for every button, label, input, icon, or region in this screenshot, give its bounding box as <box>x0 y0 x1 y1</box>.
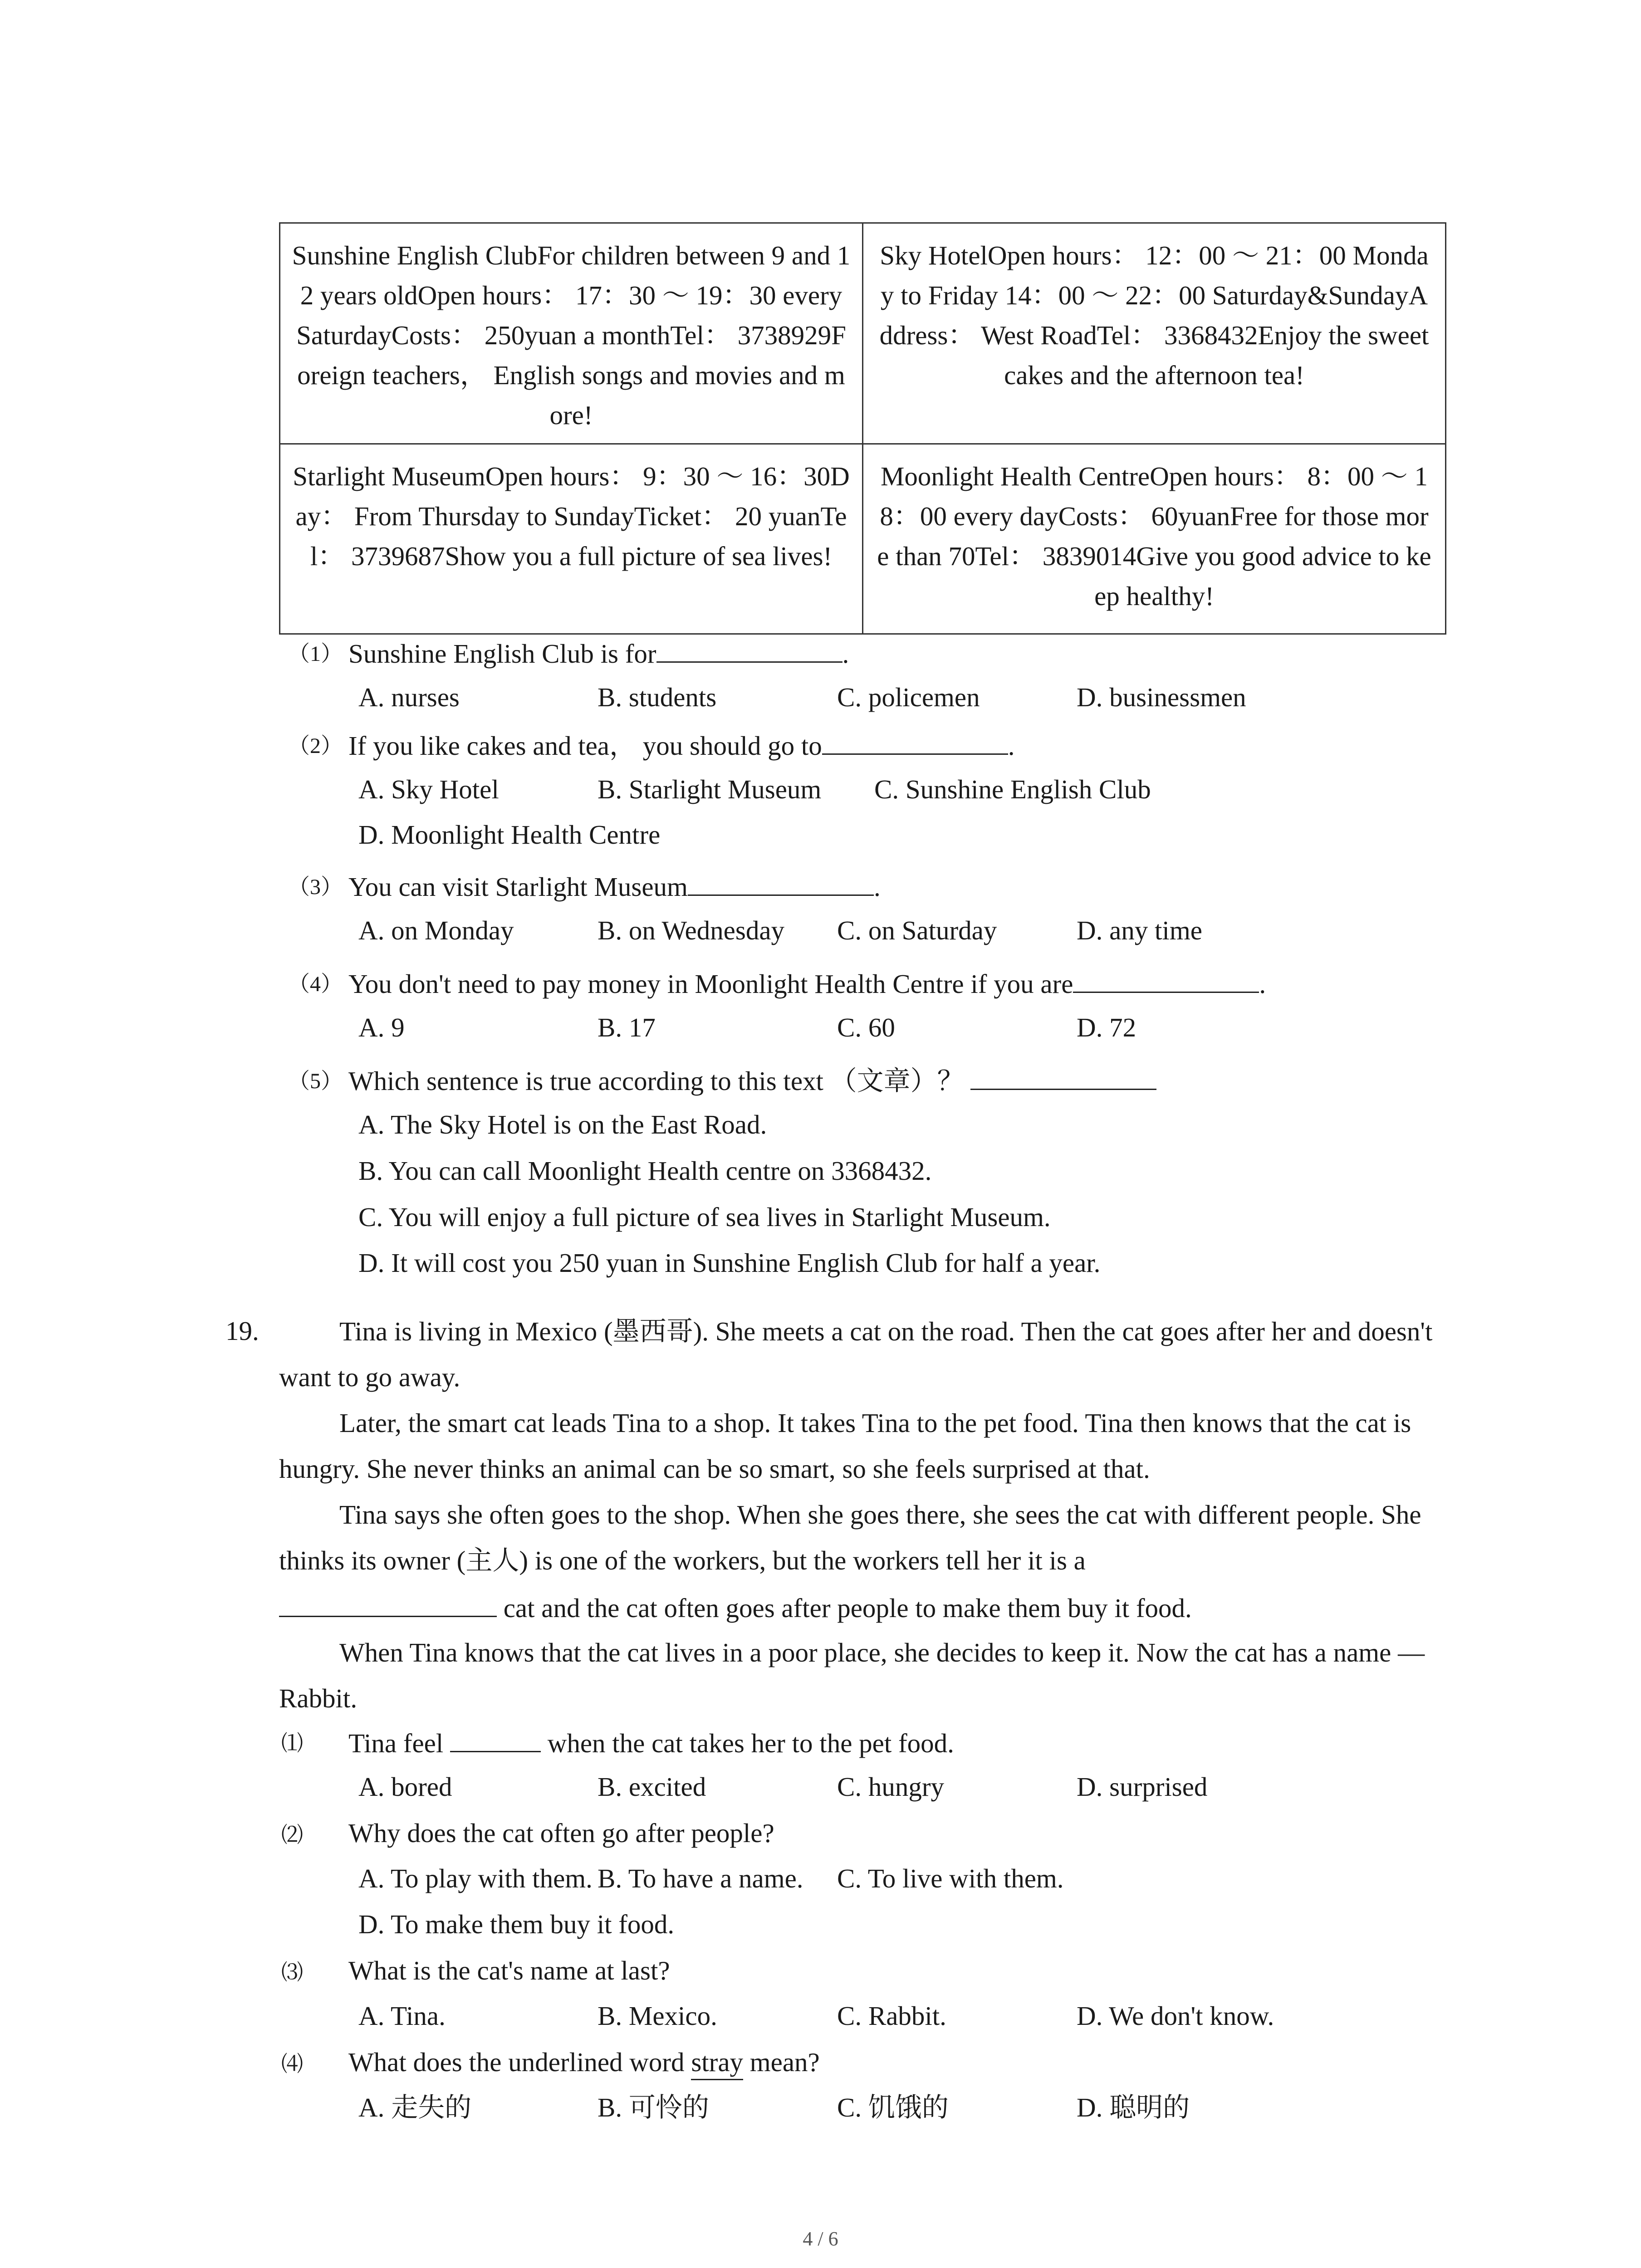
q19-paragraph-4: When Tina knows that the cat lives in a poor place, she decides to keep it. Now the cat has a name — Rabbit. <box>279 1637 1425 1713</box>
q19-2-number: ⑵ <box>281 1823 304 1847</box>
ad-moonlight-health-centre: Moonlight Health CentreOpen hours： 8：00 ～ 18：00 every dayCosts： 60yuanFree for those more than 70Tel： 3839014Give you good advice to keep healthy! <box>863 444 1446 634</box>
q19-3-option-d: D. We don't know. <box>1077 2001 1274 2031</box>
q18-1-option-a: A. nurses <box>358 682 460 712</box>
q18-5-option-a: A. The Sky Hotel is on the East Road. <box>358 1110 767 1139</box>
q18-3-option-b: B. on Wednesday <box>598 915 785 945</box>
q18-4-number: （4） <box>288 972 343 996</box>
q18-3-option-d: D. any time <box>1077 915 1202 945</box>
q18-2-stem: If you like cakes and tea， you should go to . <box>348 731 1015 761</box>
page-number: 4 / 6 <box>803 2228 838 2250</box>
q19-1-stem: Tina feel when the cat takes her to the pet food. <box>348 1728 954 1758</box>
q19-4-option-d: D. 聪明的 <box>1077 2092 1190 2122</box>
q19-1-number: ⑴ <box>281 1731 304 1755</box>
q19-4-option-b: B. 可怜的 <box>598 2092 709 2122</box>
q18-2-option-b: B. Starlight Museum <box>598 774 822 804</box>
underlined-word: stray <box>691 2047 743 2080</box>
q18-1-option-d: D. businessmen <box>1077 682 1246 712</box>
q18-4-option-b: B. 17 <box>598 1012 656 1042</box>
q18-2-option-a: A. Sky Hotel <box>358 774 499 804</box>
ad-sky-hotel: Sky HotelOpen hours： 12：00 ～ 21：00 Monday to Friday 14：00 ～ 22：00 Saturday&SundayAddress： West RoadTel： 3368432Enjoy the sweet cakes and the afternoon tea! <box>863 223 1446 444</box>
q18-5-number: （5） <box>288 1069 343 1093</box>
q19-4-stem: What does the underlined word stray mean? <box>348 2049 820 2076</box>
answer-blank[interactable] <box>970 1066 1156 1090</box>
q19-number: 19. <box>225 1316 259 1346</box>
q19-3-option-a: A. Tina. <box>358 2001 446 2031</box>
q19-2-option-c: C. To live with them. <box>837 1863 1064 1893</box>
q18-1-stem: Sunshine English Club is for . <box>348 639 849 669</box>
q19-2-option-a: A. To play with them. <box>358 1863 593 1893</box>
q18-1-number: （1） <box>288 642 343 666</box>
q18-2-option-d: D. Moonlight Health Centre <box>358 820 661 850</box>
answer-blank[interactable] <box>656 639 843 663</box>
q18-4-option-d: D. 72 <box>1077 1012 1136 1042</box>
answer-blank[interactable] <box>822 731 1008 755</box>
q18-3-option-a: A. on Monday <box>358 915 514 945</box>
q19-2-stem: Why does the cat often go after people? <box>348 1818 774 1848</box>
q18-4-stem: You don't need to pay money in Moonlight Health Centre if you are . <box>348 969 1266 999</box>
answer-blank[interactable] <box>279 1593 497 1617</box>
q19-3-stem: What is the cat's name at last? <box>348 1955 670 1985</box>
ad-sunshine-english-club: Sunshine English ClubFor children between 9 and 12 years oldOpen hours： 17：30 ～ 19：30 every SaturdayCosts： 250yuan a monthTel： 3738929Foreign teachers， English songs and movies and more! <box>280 223 863 444</box>
q18-3-stem: You can visit Starlight Museum . <box>348 872 881 902</box>
q19-4-number: ⑷ <box>281 2052 304 2076</box>
q19-paragraph-3: Tina says she often goes to the shop. When she goes there, she sees the cat with different people. She thinks its owner (主人) is one of the workers, but the workers tell her it is a <box>279 1500 1421 1575</box>
q19-2-option-d: D. To make them buy it food. <box>358 1909 675 1939</box>
q19-1-option-a: A. bored <box>358 1772 452 1802</box>
q18-5-option-d: D. It will cost you 250 yuan in Sunshine English Club for half a year. <box>358 1248 1101 1278</box>
q19-4-option-a: A. 走失的 <box>358 2092 472 2122</box>
q19-3-number: ⑶ <box>281 1960 304 1984</box>
q18-2-option-c: C. Sunshine English Club <box>874 774 1151 804</box>
ad-starlight-museum: Starlight MuseumOpen hours： 9：30 ～ 16：30Day： From Thursday to SundayTicket： 20 yuanTel： 3739687Show you a full picture of sea lives! <box>280 444 863 634</box>
q18-5-stem: Which sentence is true according to this text （文章）？ <box>348 1066 1156 1095</box>
answer-blank[interactable] <box>450 1728 541 1752</box>
q18-2-number: （2） <box>288 734 343 758</box>
q18-4-option-c: C. 60 <box>837 1012 895 1042</box>
q19-3-option-c: C. Rabbit. <box>837 2001 946 2031</box>
q19-1-option-c: C. hungry <box>837 1772 944 1802</box>
q19-paragraph-1: Tina is living in Mexico (墨西哥). She meets a cat on the road. Then the cat goes after her and doesn't want to go away. <box>279 1316 1433 1392</box>
answer-blank[interactable] <box>688 872 874 896</box>
answer-blank[interactable] <box>1073 969 1259 993</box>
q18-1-option-b: B. students <box>598 682 717 712</box>
q18-3-option-c: C. on Saturday <box>837 915 997 945</box>
ads-table <box>279 222 1446 635</box>
q18-1-option-c: C. policemen <box>837 682 980 712</box>
q18-5-option-c: C. You will enjoy a full picture of sea lives in Starlight Museum. <box>358 1202 1051 1232</box>
q18-5-option-b: B. You can call Moonlight Health centre on 3368432. <box>358 1156 932 1186</box>
q19-2-option-b: B. To have a name. <box>598 1863 803 1893</box>
q19-paragraph-3-end: cat and the cat often goes after people to make them buy it food. <box>279 1593 1192 1622</box>
q19-4-option-c: C. 饥饿的 <box>837 2092 949 2122</box>
q19-paragraph-2: Later, the smart cat leads Tina to a shop. It takes Tina to the pet food. Tina then knows that the cat is hungry. She never thinks an animal can be so smart, so she feels surprised at that. <box>279 1408 1411 1484</box>
q19-1-option-d: D. surprised <box>1077 1772 1208 1802</box>
q18-3-number: （3） <box>288 875 343 899</box>
q18-4-option-a: A. 9 <box>358 1012 405 1042</box>
q19-1-option-b: B. excited <box>598 1772 706 1802</box>
q19-3-option-b: B. Mexico. <box>598 2001 717 2031</box>
